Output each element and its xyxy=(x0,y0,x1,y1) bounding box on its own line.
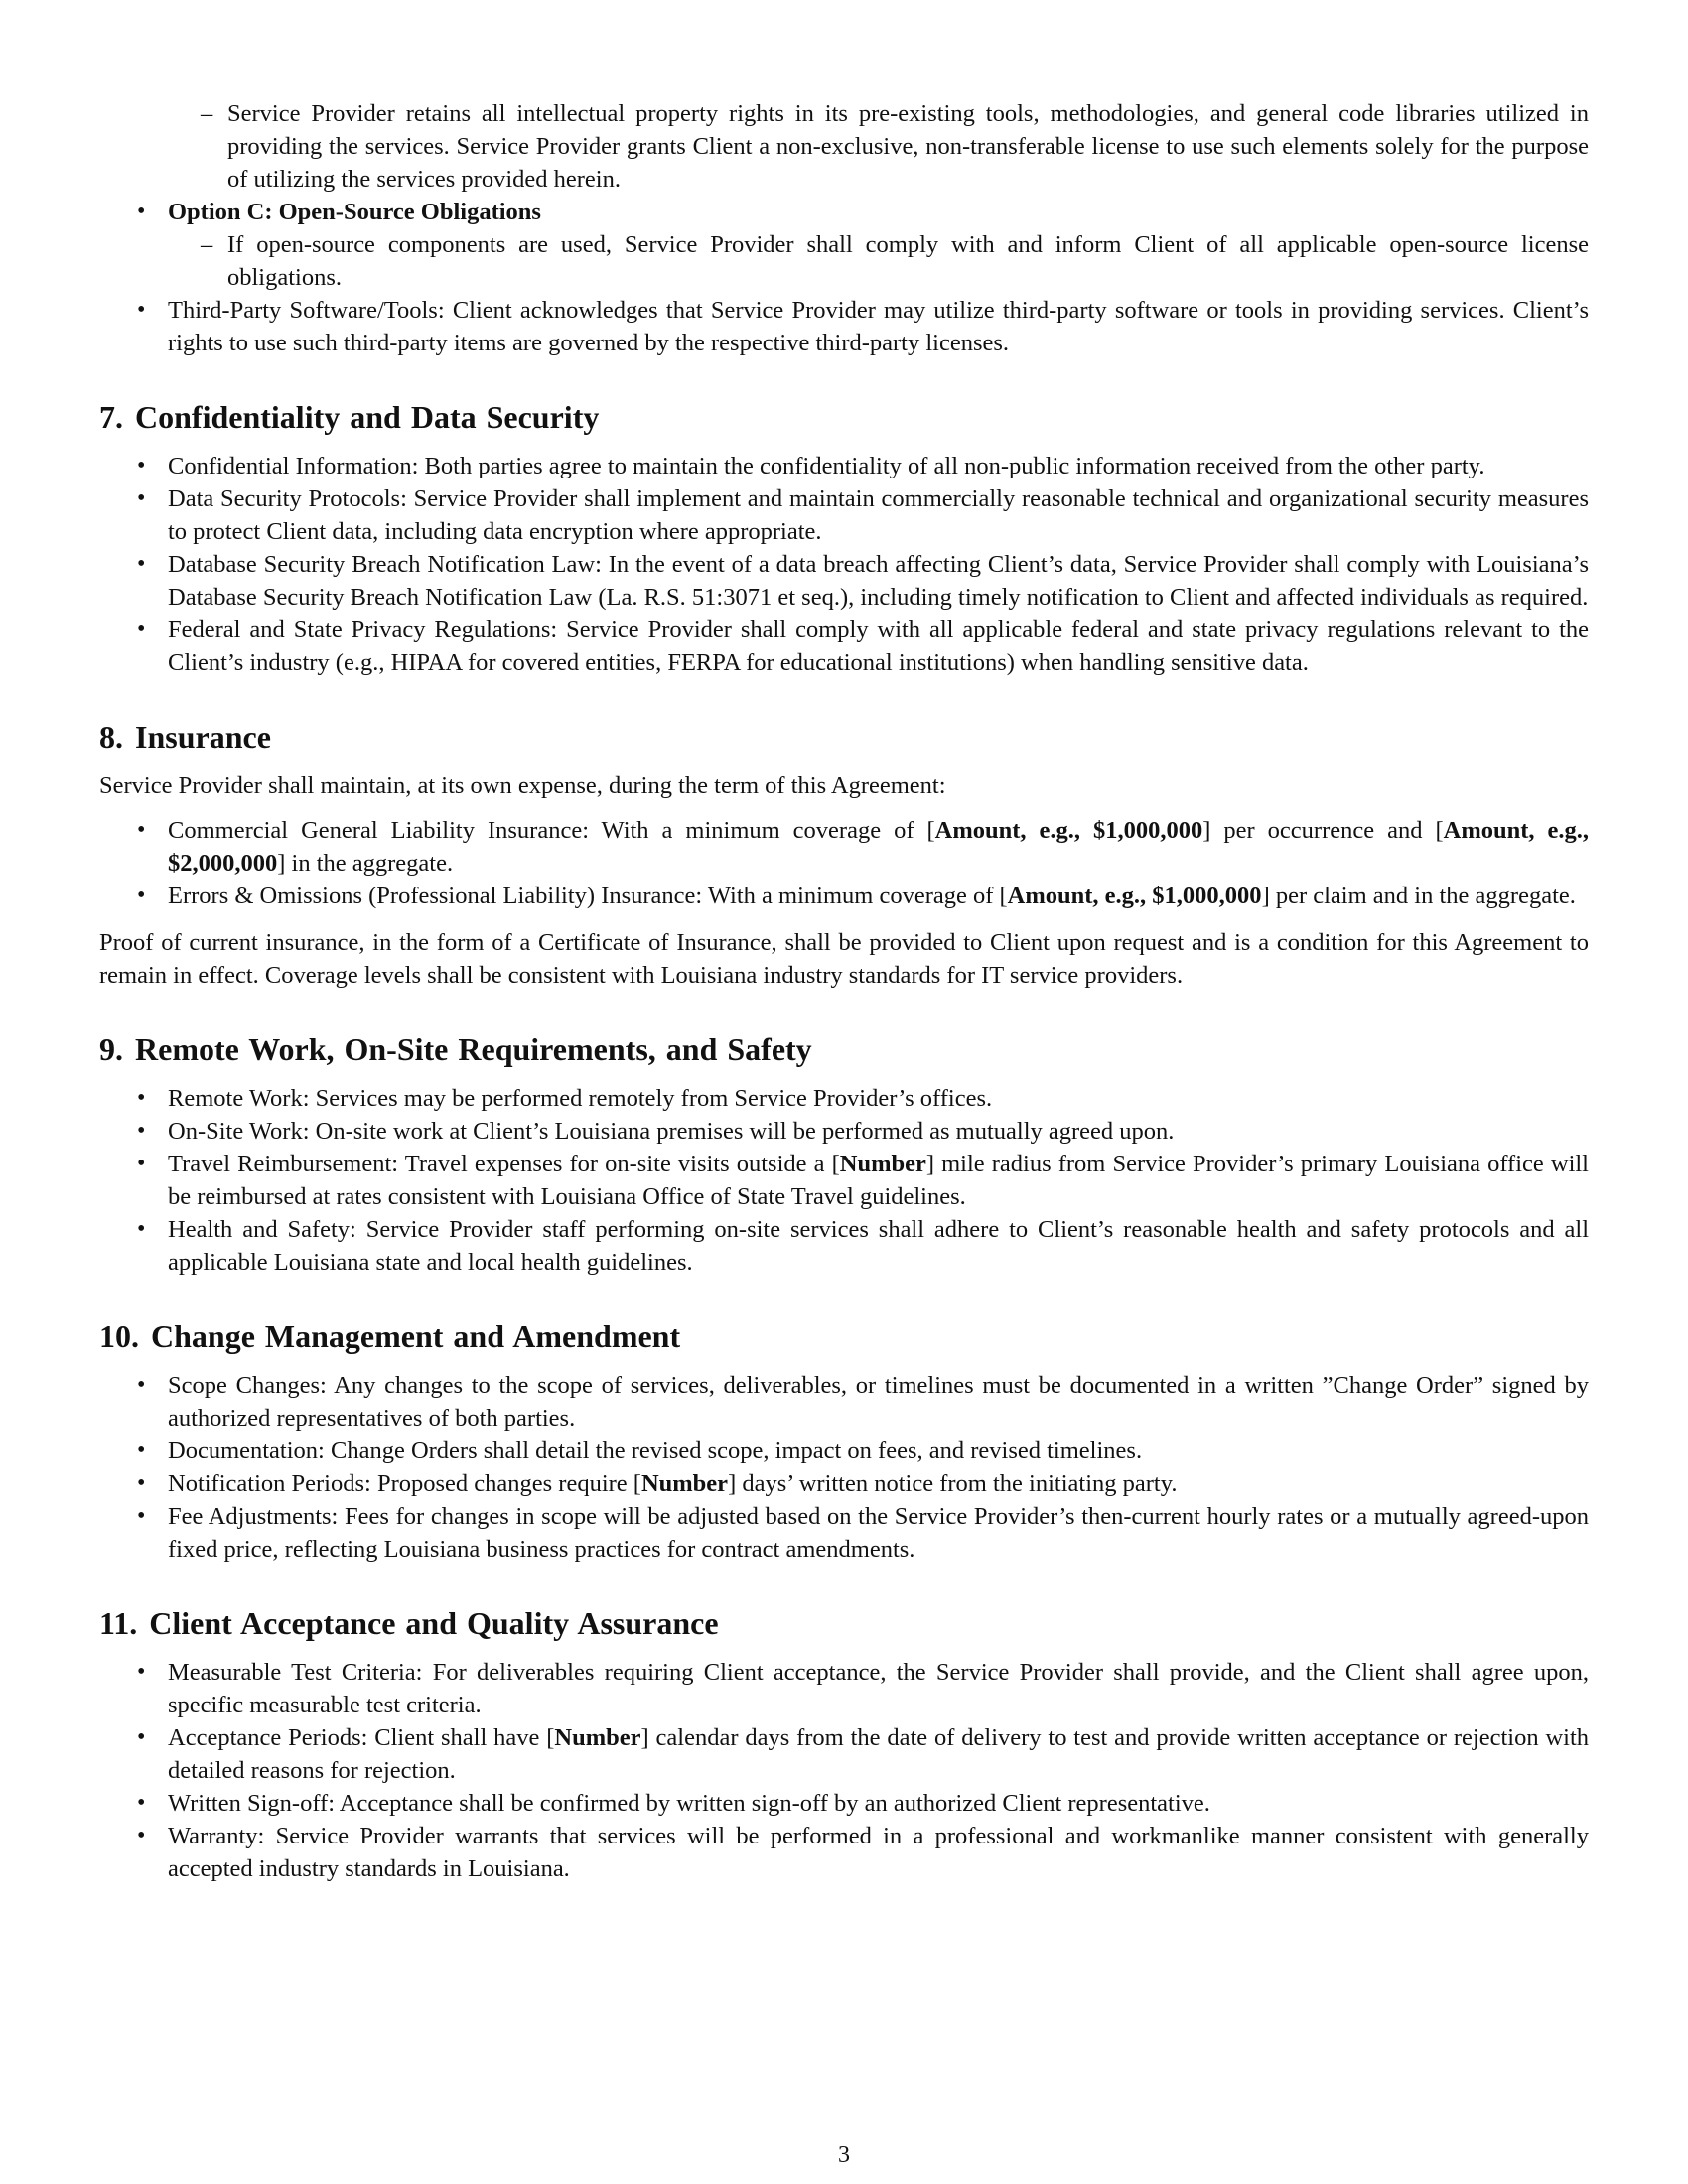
travel-item xyxy=(99,1148,1589,1213)
ip-sublist xyxy=(99,97,1589,196)
notif-placeholder: Number xyxy=(640,1470,729,1497)
travel-text-a: Travel Reimbursement: Travel expenses for on-site visits outside a [ xyxy=(168,1151,840,1177)
section-10-title: Change Management and Amendment xyxy=(151,1318,681,1354)
remote-work-item: • Remote Work: Services may be performed remotely from Service Provider’s offices. xyxy=(99,1082,1589,1115)
section-7-title: Confidentiality and Data Security xyxy=(135,399,600,435)
ip-options-list xyxy=(99,196,1589,359)
option-c-sublist xyxy=(99,228,1589,294)
section-10-heading xyxy=(99,1316,1589,1356)
section-9-number: 9. xyxy=(99,1031,123,1067)
eo-insurance-item xyxy=(99,880,1589,912)
section-10-list xyxy=(99,1369,1589,1566)
travel-text-b: ] mile radius from Service Provider’s primary Louisiana office will be reimbursed at rates consistent with Louisiana Office of State Travel guidelines. xyxy=(168,1151,1589,1210)
option-c-detail: – If open-source components are used, Service Provider shall comply with and inform Client of all applicable open-source license obligations. xyxy=(99,228,1589,294)
travel-placeholder: Number xyxy=(839,1151,926,1177)
cgl-insurance-item xyxy=(99,814,1589,880)
notification-item xyxy=(99,1467,1589,1500)
eo-text-a: Errors & Omissions (Professional Liability) Insurance: With a minimum coverage of [ xyxy=(168,883,1008,909)
warranty-item: • Warranty: Service Provider warrants that services will be performed in a professional and workmanlike manner consistent with generally accepted industry standards in Louisiana. xyxy=(99,1820,1589,1885)
accept-text-a: Acceptance Periods: Client shall have [ xyxy=(168,1724,555,1751)
test-criteria-item: • Measurable Test Criteria: For deliverables requiring Client acceptance, the Service Provider shall provide, and the Client shall agree upon, specific measurable test criteria. xyxy=(99,1656,1589,1721)
section-7-number: 7. xyxy=(99,399,123,435)
list-item: • Confidential Information: Both parties agree to maintain the confidentiality of all non-public information received from the other party. xyxy=(99,450,1589,482)
section-7-list xyxy=(99,450,1589,679)
section-11-number: 11. xyxy=(99,1605,138,1641)
cgl-text-a: Commercial General Liability Insurance: With a minimum coverage of [ xyxy=(168,817,935,844)
section-9-heading xyxy=(99,1029,1589,1069)
eo-amount: Amount, e.g., $1,000,000 xyxy=(1007,883,1262,909)
list-item: • Database Security Breach Notification Law: In the event of a data breach affecting Client’s data, Service Provider shall comply with Louisiana’s Database Security Breach Notification Law (La. R.S. 51:3071 et seq.), including timely notification to Client and affected individuals as required. xyxy=(99,548,1589,614)
section-11-list xyxy=(99,1656,1589,1885)
section-7-heading xyxy=(99,397,1589,437)
health-safety-item: • Health and Safety: Service Provider staff performing on-site services shall adhere to Client’s reasonable health and safety protocols and all applicable Louisiana state and local health guidelines. xyxy=(99,1213,1589,1279)
notif-text-b: ] days’ written notice from the initiating party. xyxy=(728,1470,1178,1497)
acceptance-period-item xyxy=(99,1721,1589,1787)
section-9-title: Remote Work, On-Site Requirements, and Safety xyxy=(135,1031,812,1067)
page-number: 3 xyxy=(838,2142,850,2168)
option-c-item xyxy=(99,196,1589,294)
option-c-label: Option C: Open-Source Obligations xyxy=(168,199,541,225)
list-item: • Data Security Protocols: Service Provider shall implement and maintain commercially reasonable technical and organizational security measures to protect Client data, including data encryption where appropriate. xyxy=(99,482,1589,548)
insurance-proof-paragraph: Proof of current insurance, in the form of a Certificate of Insurance, shall be provided to Client upon request and is a condition for this Agreement to remain in effect. Coverage levels shall be consistent with Louisiana industry standards for IT service providers. xyxy=(99,929,1589,989)
accept-placeholder: Number xyxy=(554,1724,641,1751)
documentation-item: • Documentation: Change Orders shall detail the revised scope, impact on fees, and revised timelines. xyxy=(99,1434,1589,1467)
section-8-heading xyxy=(99,717,1589,756)
scope-changes-item: • Scope Changes: Any changes to the scope of services, deliverables, or timelines must be documented in a written ”Change Order” signed by authorized representatives of both parties. xyxy=(99,1369,1589,1434)
accept-text-b: ] calendar days from the date of delivery to test and provide written acceptance or rejection with detailed reasons for rejection. xyxy=(168,1724,1589,1784)
section-8-number: 8. xyxy=(99,719,123,754)
cgl-occurrence-amount: Amount, e.g., $1,000,000 xyxy=(934,817,1203,844)
preexisting-ip-item: – Service Provider retains all intellectual property rights in its pre-existing tools, methodologies, and general code libraries utilized in providing the services. Service Provider grants Client a non-exclusive, non-transferable license to use such elements solely for the purpose of utilizing the services provided herein. xyxy=(99,97,1589,196)
section-11-title: Client Acceptance and Quality Assurance xyxy=(149,1605,719,1641)
onsite-work-item: • On-Site Work: On-site work at Client’s Louisiana premises will be performed as mutually agreed upon. xyxy=(99,1115,1589,1148)
document-page xyxy=(99,97,1589,1885)
signoff-item: • Written Sign-off: Acceptance shall be confirmed by written sign-off by an authorized Client representative. xyxy=(99,1787,1589,1820)
cgl-aggregate-amount: Amount, e.g., $2,000,000 xyxy=(168,817,1590,877)
notif-text-a: Notification Periods: Proposed changes require [ xyxy=(168,1470,641,1497)
section-9-list xyxy=(99,1082,1589,1279)
section-11-heading xyxy=(99,1603,1589,1643)
cgl-text-c: ] in the aggregate. xyxy=(277,850,454,877)
list-item: • Federal and State Privacy Regulations: Service Provider shall comply with all applicable federal and state privacy regulations relevant to the Client’s industry (e.g., HIPAA for covered entities, FERPA for educational institutions) when handling sensitive data. xyxy=(99,614,1589,679)
section-8-title: Insurance xyxy=(135,719,271,754)
fee-adjustments-item: • Fee Adjustments: Fees for changes in scope will be adjusted based on the Service Provider’s then-current hourly rates or a mutually agreed-upon fixed price, reflecting Louisiana business practices for contract amendments. xyxy=(99,1500,1589,1566)
cgl-text-b: ] per occurrence and [ xyxy=(1202,817,1444,844)
third-party-item: • Third-Party Software/Tools: Client acknowledges that Service Provider may utilize third-party software or tools in providing services. Client’s rights to use such third-party items are governed by the respective third-party licenses. xyxy=(99,294,1589,359)
insurance-intro: Service Provider shall maintain, at its own expense, during the term of this Agreement: xyxy=(99,772,946,799)
eo-text-b: ] per claim and in the aggregate. xyxy=(1261,883,1576,909)
section-8-list xyxy=(99,814,1589,912)
section-10-number: 10. xyxy=(99,1318,139,1354)
